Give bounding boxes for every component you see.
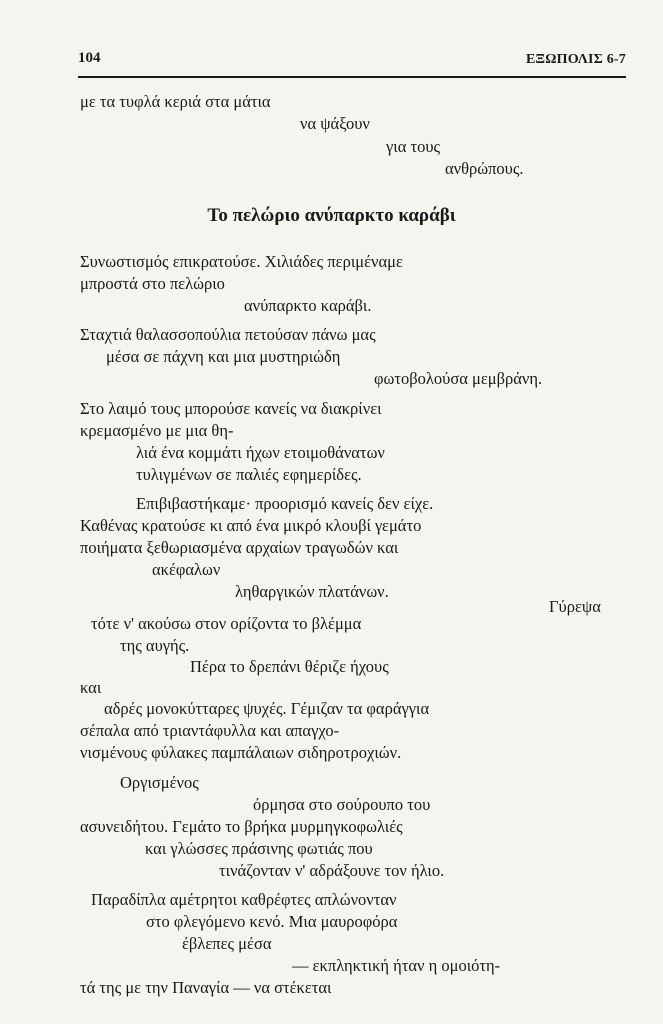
poem-line: Σταχτιά θαλασσοπούλια πετούσαν πάνω μας: [80, 325, 376, 344]
poem-line: μπροστά στο πελώριο: [80, 274, 225, 293]
poem-line: και: [80, 678, 102, 697]
poem-line: στο φλεγόμενο κενό. Μια μαυροφόρα: [146, 912, 398, 931]
poem-line: Στο λαιμό τους μπορούσε κανείς να διακρίνει: [80, 399, 382, 418]
poem-line: αδρές μονοκύτταρες ψυχές. Γέμιζαν τα φαράγγια: [104, 699, 430, 718]
poem-line: τότε ν' ακούσω στον ορίζοντα το βλέμμα: [91, 614, 362, 633]
poem-line: όρμησα στο σούρουπο του: [253, 795, 431, 814]
poem-line: τινάζονταν ν' αδράξουνε τον ήλιο.: [219, 861, 445, 880]
poem-line: λιά ένα κομμάτι ήχων ετοιμοθάνατων: [136, 443, 385, 462]
page-header: [78, 50, 626, 78]
poem-line: ανύπαρκτο καράβι.: [244, 296, 372, 315]
poem-line: φωτοβολούσα μεμβράνη.: [374, 369, 543, 388]
poem-title: Το πελώριο ανύπαρκτο καράβι: [207, 205, 456, 226]
opening-line: ανθρώπους.: [445, 159, 524, 178]
poem-line: έβλεπες μέσα: [182, 934, 272, 953]
poem-line: σέπαλα από τριαντάφυλλα και απαγχο-: [80, 721, 340, 740]
poem-line: ασυνειδήτου. Γεμάτο το βρήκα μυρμηγκοφωλιές: [80, 817, 403, 836]
poem-line: Επιβιβαστήκαμε· προορισμό κανείς δεν είχε.: [136, 494, 434, 513]
opening-line: να ψάξουν: [300, 114, 370, 133]
poem-line: Πέρα το δρεπάνι θέριζε ήχους: [190, 657, 389, 676]
poem-line: μέσα σε πάχνη και μια μυστηριώδη: [106, 347, 341, 366]
poem-line: κρεμασμένο με μια θη-: [80, 421, 234, 440]
poem-line: — εκπληκτική ήταν η ομοιότη-: [292, 956, 501, 975]
poem-line: της αυγής.: [120, 636, 190, 655]
opening-line: για τους: [386, 137, 441, 156]
poem-line: νισμένους φύλακες παμπάλαιων σιδηροτροχιών.: [80, 743, 402, 762]
poem-line: ληθαργικών πλατάνων.: [235, 582, 389, 601]
poem-line: ποιήματα ξεθωριασμένα αρχαίων τραγωδών και: [80, 538, 399, 557]
poem-line: Καθένας κρατούσε κι από ένα μικρό κλουβί γεμάτο: [80, 516, 422, 535]
page-number: 104: [78, 50, 101, 66]
poem-line: Συνωστισμός επικρατούσε. Χιλιάδες περιμέναμε: [80, 252, 403, 271]
poem-line: Οργισμένος: [120, 773, 199, 792]
poem-line: Παραδίπλα αμέτρητοι καθρέφτες απλώνονταν: [91, 890, 397, 909]
running-head: ΕΞΩΠΟΛΙΣ 6-7: [526, 52, 626, 67]
poem-line: τά της με την Παναγία — να στέκεται: [80, 978, 332, 997]
poem-line: Γύρεψα: [549, 597, 601, 616]
poem-line: τυλιγμένων σε παλιές εφημερίδες.: [136, 465, 362, 484]
poem-line: ακέφαλων: [152, 560, 221, 579]
opening-line: με τα τυφλά κεριά στα μάτια: [80, 92, 271, 111]
poem-line: και γλώσσες πράσινης φωτιάς που: [145, 839, 373, 858]
